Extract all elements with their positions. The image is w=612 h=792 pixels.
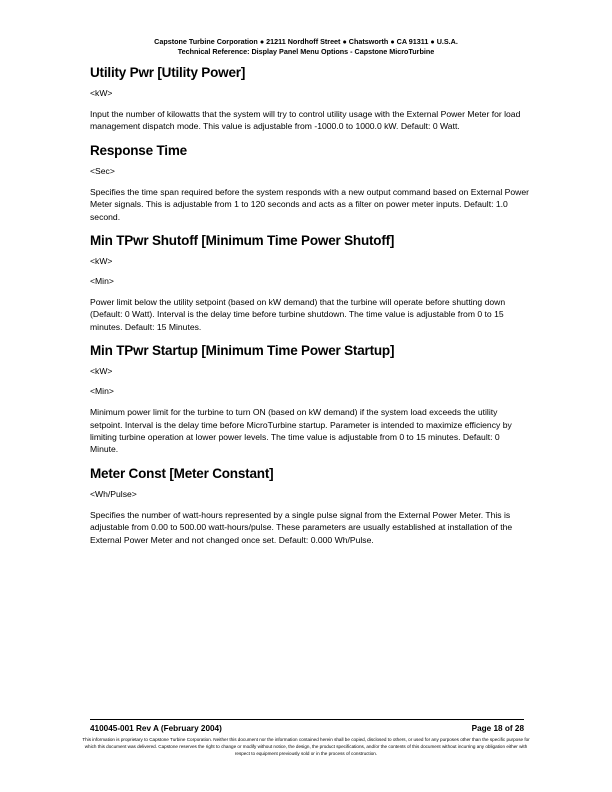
section-title: Meter Const [Meter Constant] bbox=[90, 465, 274, 481]
header-company-address: Capstone Turbine Corporation ● 21211 Nordhoff Street ● Chatsworth ● CA 91311 ● U.S.A. bbox=[154, 37, 458, 46]
footer-divider bbox=[90, 719, 524, 720]
section-description: Input the number of kilowatts that the system will try to control utility usage with the External Power Meter for load management dispatch mode. This value is adjustable from -1000.0 to 1000.0 kW. Default: 0 Watt. bbox=[90, 109, 521, 132]
footer-disclaimer: This information is proprietary to Capstone Turbine Corporation. Neither this document nor the information contained herein shall be copied, disclosed to others, or used for any purposes other than the specific purpose for which this document was delivered. Capstone reserves the right to change or modify without notice, the design, the product specifications, and/or the contents of this document without incurring any obligation either with respect to equipment previously sold or in the process of construction. bbox=[82, 737, 530, 756]
footer-page-number: Page 18 of 28 bbox=[471, 724, 524, 733]
section-description: Minimum power limit for the turbine to turn ON (based on kW demand) if the system load exceeds the utility setpoint. Interval is the delay time before MicroTurbine startup. Parameter is intended to maximize efficiency by limiting turbine operation at lower power levels. The time value is adjustable from 0 to 15 minutes. Default: 0 Minute. bbox=[90, 407, 512, 455]
section-title: Utility Pwr [Utility Power] bbox=[90, 65, 246, 80]
section-title: Min TPwr Shutoff [Minimum Time Power Shutoff] bbox=[90, 233, 395, 249]
section-title: Min TPwr Startup [Minimum Time Power Startup] bbox=[90, 343, 395, 359]
unit-label: <kW> bbox=[90, 256, 113, 267]
unit-label: <Sec> bbox=[90, 165, 115, 176]
section-description: Specifies the time span required before the system responds with a new output command based on External Power Meter signals. This is adjustable from 1 to 120 seconds and acts as a filter on power meter inputs. Default: 1.0 second. bbox=[90, 186, 529, 222]
header-document-title: Technical Reference: Display Panel Menu Options - Capstone MicroTurbine bbox=[177, 47, 435, 56]
unit-label: <Min> bbox=[90, 276, 114, 287]
footer-document-id: 410045-001 Rev A (February 2004) bbox=[90, 724, 222, 733]
unit-label: <Wh/Pulse> bbox=[90, 488, 137, 499]
section-min-tpwr-shutoff bbox=[90, 232, 530, 333]
section-response-time bbox=[90, 142, 530, 223]
section-description: Power limit below the utility setpoint (based on kW demand) that the turbine will operate before shutting down (Default: 0 Watt). Interval is the delay time before turbine shutdown. The time value is adjustable from 0 to 15 minutes. Default: 15 Minutes. bbox=[90, 297, 506, 332]
section-utility-power bbox=[90, 64, 530, 133]
page-body bbox=[90, 64, 530, 555]
section-description: Specifies the number of watt-hours represented by a single pulse signal from the External Power Meter. This is adjustable from 0.00 to 500.00 watt-hours/pulse. These parameters are usually established at installation of the External Power Meter and not changed once set. Default: 0.000 Wh/Pulse. bbox=[90, 509, 513, 545]
unit-label: <kW> bbox=[90, 366, 113, 377]
unit-label: <Min> bbox=[90, 386, 114, 397]
section-meter-constant bbox=[90, 465, 530, 546]
page-header bbox=[0, 37, 612, 57]
unit-label: <kW> bbox=[90, 88, 113, 98]
section-title: Response Time bbox=[90, 142, 187, 158]
section-min-tpwr-startup bbox=[90, 342, 530, 456]
